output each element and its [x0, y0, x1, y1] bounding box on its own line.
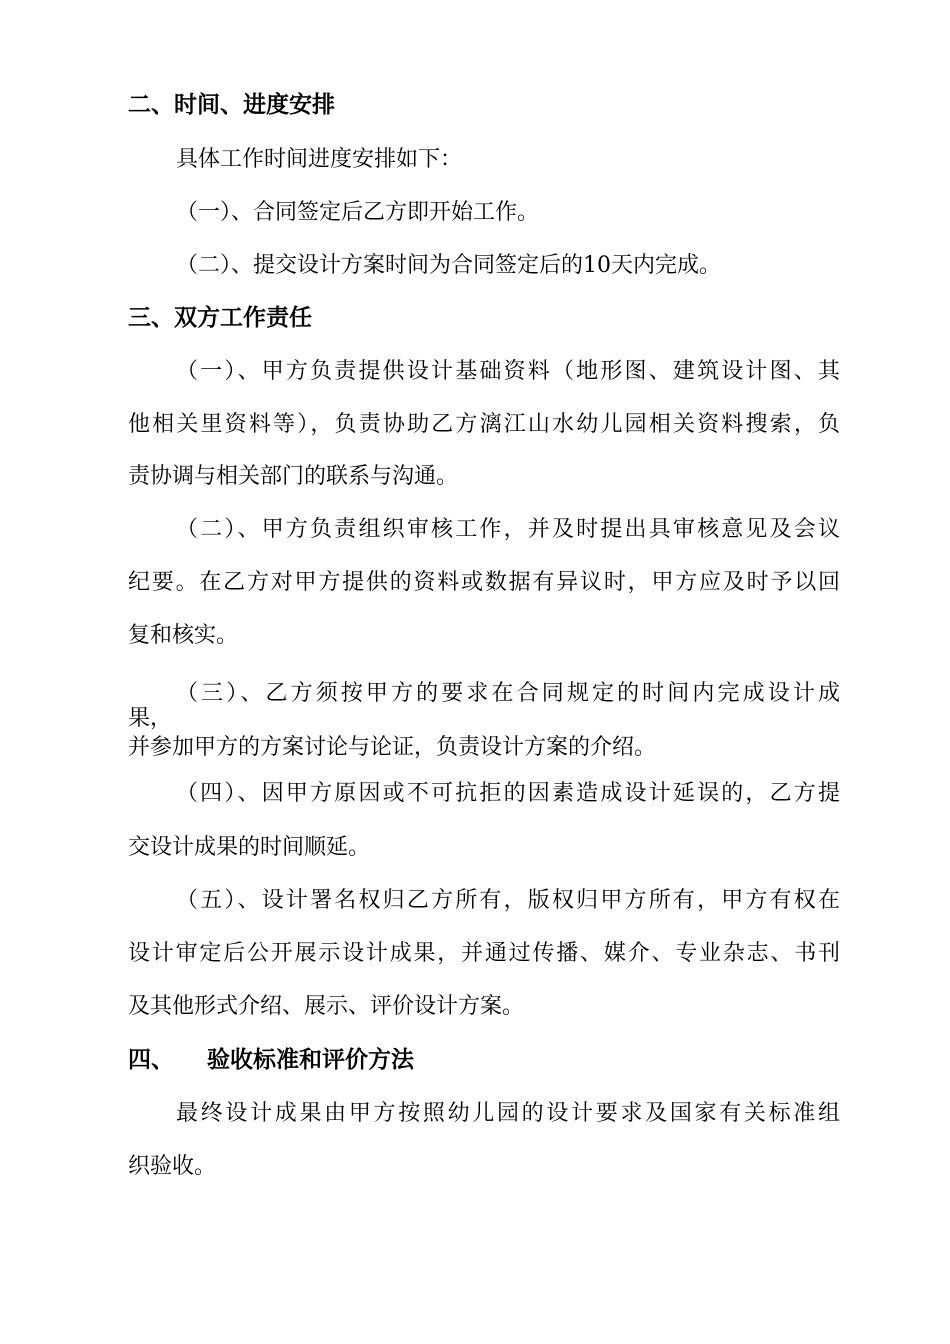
paragraph-line: 果， — [128, 706, 173, 731]
paragraph-line: 责协调与相关部门的联系与沟通。 — [128, 464, 459, 489]
paragraph-line: （一）、合同签定后乙方即开始工作。 — [176, 200, 540, 225]
paragraph-line: 及其他形式介绍、展示、评价设计方案。 — [128, 994, 525, 1019]
section-heading-2: 二、时间、进度安排 — [128, 92, 335, 118]
paragraph-line: （一）、甲方负责提供设计基础资料（地形图、建筑设计图、其 — [176, 359, 840, 384]
paragraph-line: 织验收。 — [128, 1154, 217, 1179]
section-heading-4-number: 四、 — [128, 1047, 174, 1073]
paragraph-line: （二）、甲方负责组织审核工作，并及时提出具审核意见及会议 — [176, 517, 840, 542]
paragraph-line: （五）、设计署名权归乙方所有，版权归甲方所有，甲方有权在 — [176, 888, 840, 913]
paragraph-line: （三）、乙方须按甲方的要求在合同规定的时间内完成设计成 — [176, 681, 840, 706]
section-heading-4-title: 验收标准和评价方法 — [207, 1047, 414, 1073]
paragraph-line: 具体工作时间进度安排如下： — [176, 147, 463, 172]
paragraph-line: 并参加甲方的方案讨论与论证，负责设计方案的介绍。 — [128, 735, 657, 760]
paragraph-line: （二）、提交设计方案时间为合同签定后的10天内完成。 — [176, 253, 721, 278]
paragraph-line: 最终设计成果由甲方按照幼儿园的设计要求及国家有关标准组 — [176, 1101, 840, 1126]
paragraph-line: 设计审定后公开展示设计成果，并通过传播、媒介、专业杂志、书刊 — [128, 941, 840, 966]
paragraph-line: 复和核实。 — [128, 623, 239, 648]
paragraph-line: 他相关里资料等），负责协助乙方漓江山水幼儿园相关资料搜索，负 — [128, 412, 840, 437]
section-heading-3: 三、双方工作责任 — [128, 305, 312, 331]
paragraph-line: （四）、因甲方原因或不可抗拒的因素造成设计延误的，乙方提 — [176, 781, 840, 806]
paragraph-line: 纪要。在乙方对甲方提供的资料或数据有异议时，甲方应及时予以回 — [128, 570, 840, 595]
paragraph-line: 交设计成果的时间顺延。 — [128, 835, 371, 860]
